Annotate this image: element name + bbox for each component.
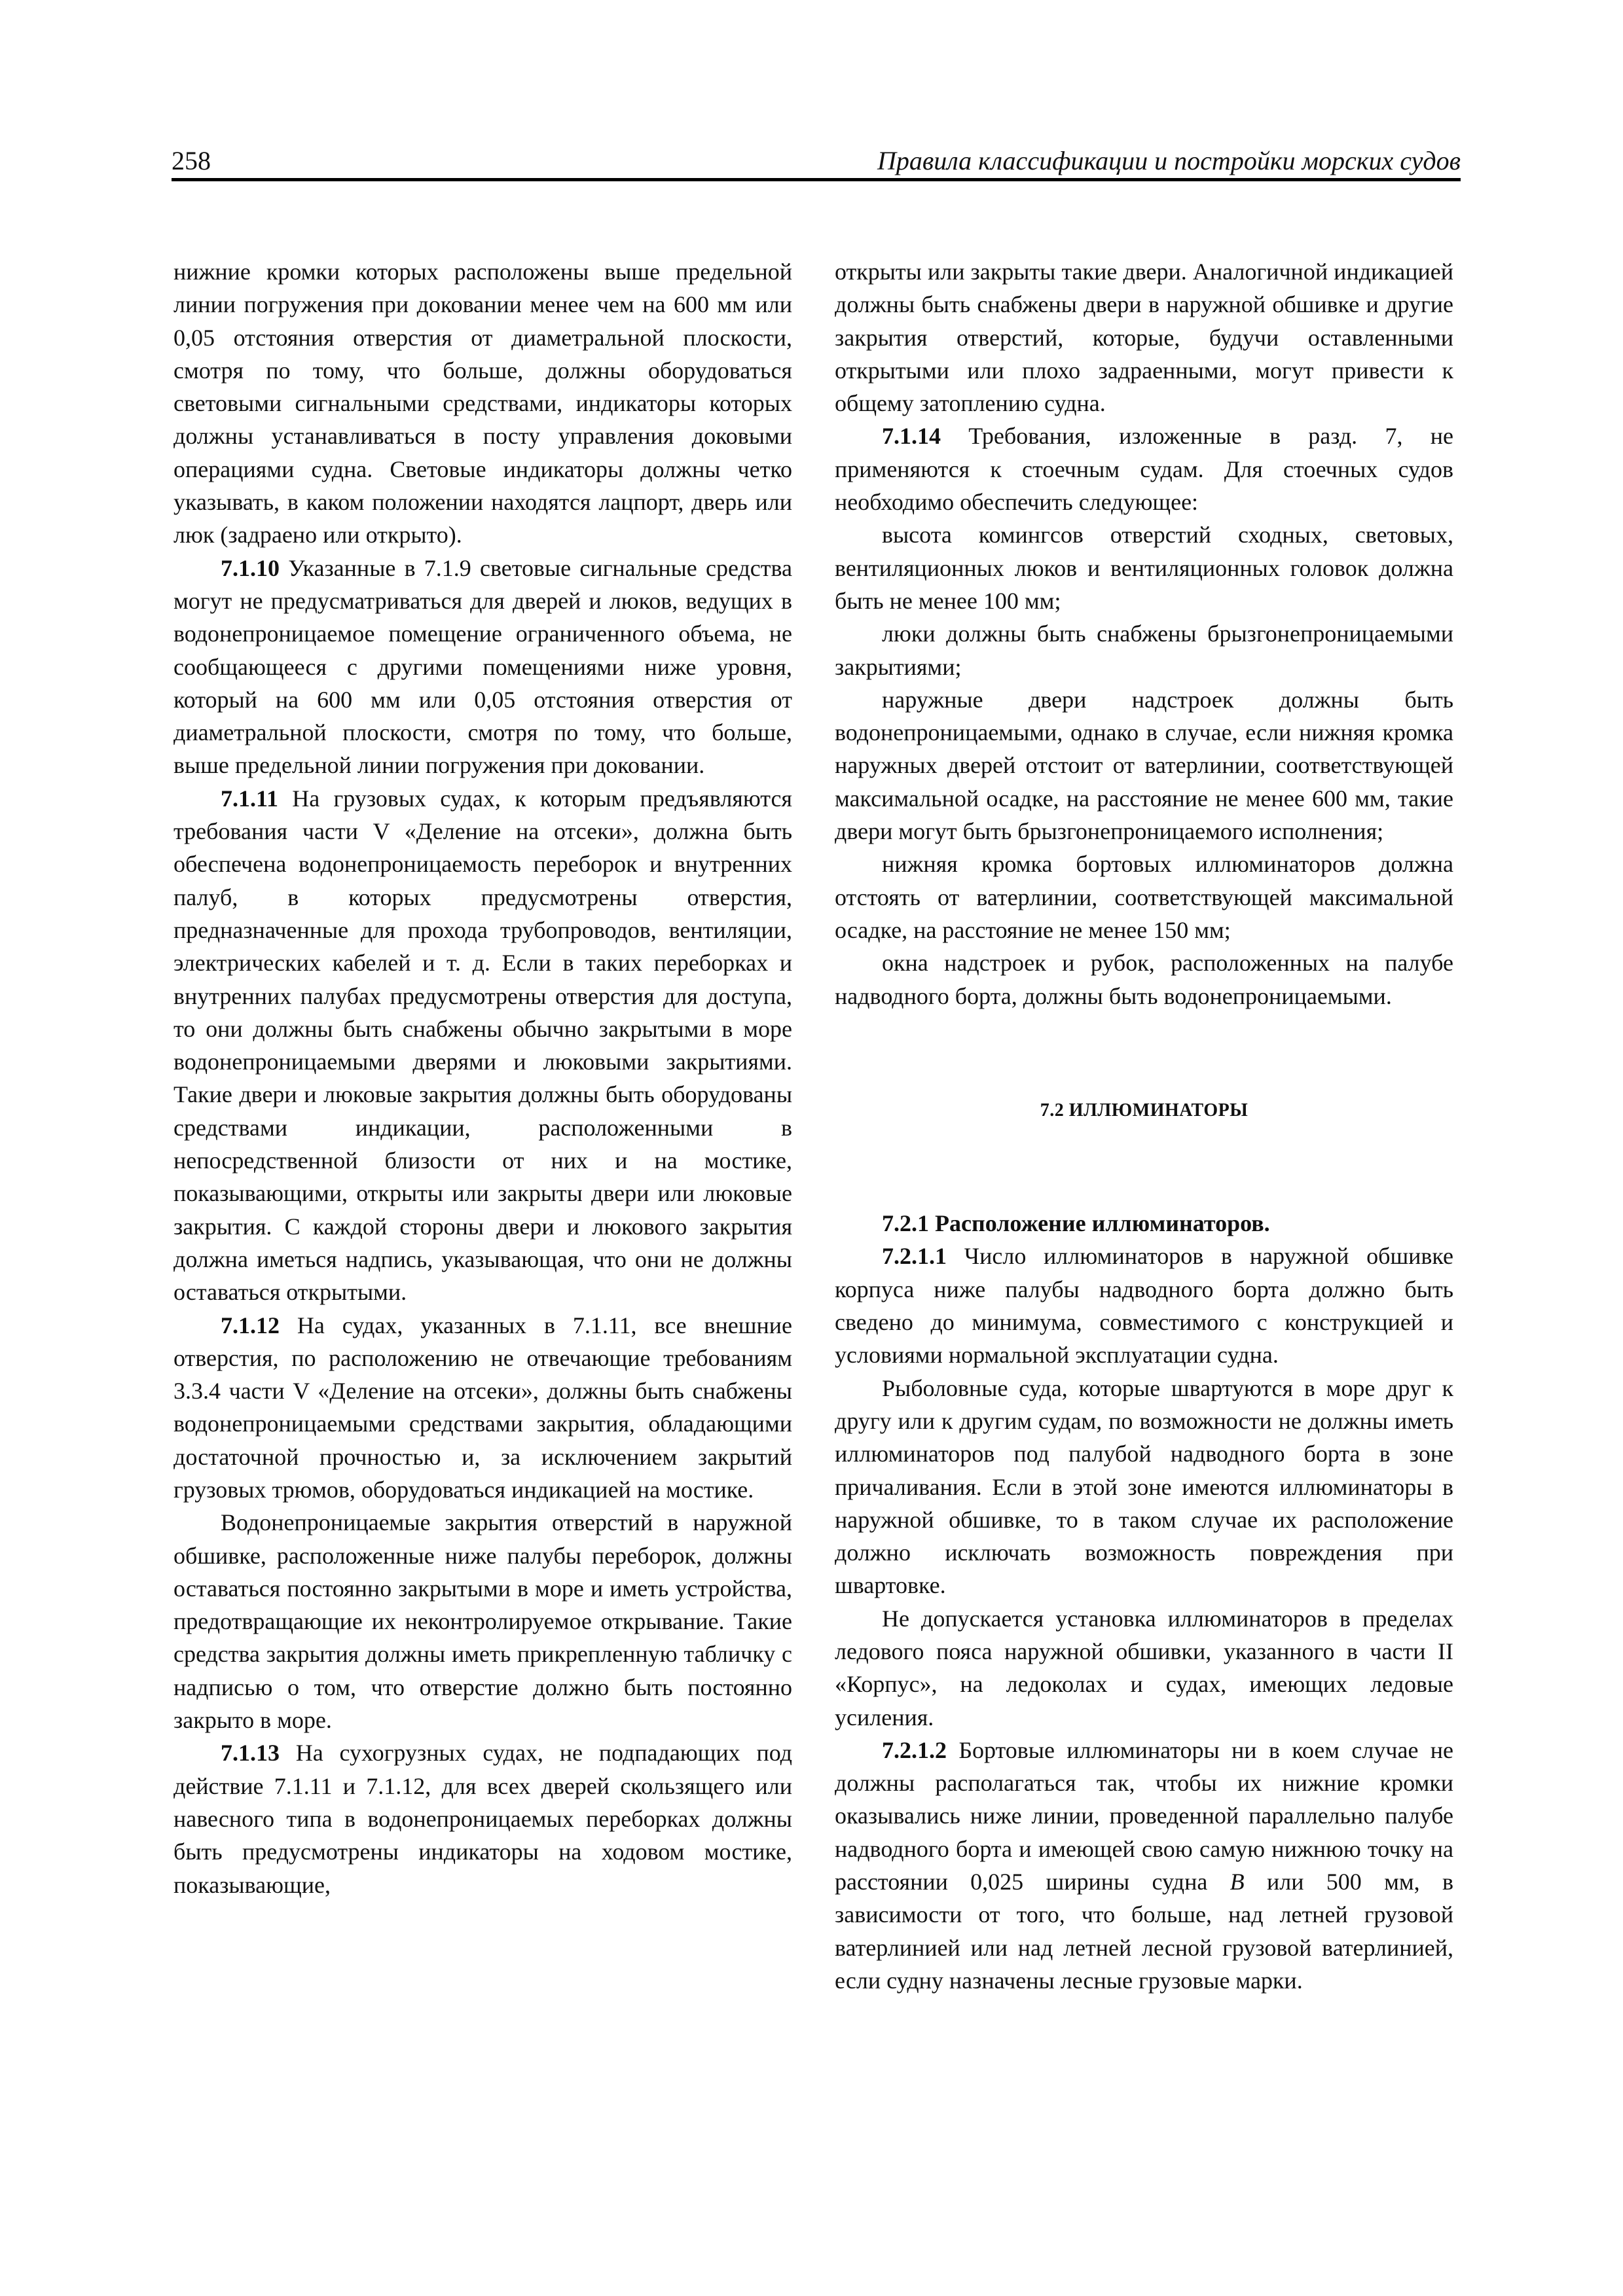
paragraph-text: На судах, указанных в 7.1.11, все внешние отверстия, по расположению не отвечающие требованиям 3.3.4 части V «Деление на отсеки», должны быть снабжены водонепроницаемыми средствами закрытия, обладающими достаточной прочностью и, за исключением закрытий грузовых трюмов, оборудоваться индикацией на мостике. xyxy=(173,1312,792,1503)
paragraph xyxy=(173,552,792,782)
clause-number: 7.1.11 xyxy=(221,785,279,812)
paragraph xyxy=(173,1309,792,1507)
paragraph-text: или 500 мм, в зависимости от того, что больше, над летней грузовой ватерлинией или над летней лесной грузовой ватерлинией, если судну назначены лесные грузовые марки. xyxy=(835,1869,1453,1994)
paragraph: нижние кромки которых расположены выше предельной линии погружения при доковании менее чем на 600 мм или 0,05 отстояния отверстия от диаметральной плоскости, смотря по тому, что больше, должны оборудоваться световыми сигнальными средствами, индикаторы которых должны устанавливаться в посту управления доковыми операциями судна. Световые индикаторы должны четко указывать, в каком положении находятся лацпорт, дверь или люк (задраено или открыто). xyxy=(173,259,792,548)
list-item: высота комингсов отверстий сходных, световых, вентиляционных люков и вентиляционных головок должна быть не менее 100 мм; xyxy=(835,522,1453,614)
paragraph: Не допускается установка иллюминаторов в пределах ледового пояса наружной обшивки, указанного в части II «Корпус», на ледоколах и судах, имеющих ледовые усиления. xyxy=(835,1605,1453,1731)
paragraph-text: На грузовых судах, к которым предъявляются требования части V «Деление на отсеки», должна быть обеспечена водонепроницаемость переборок и внутренних палуб, в которых предусмотрены отверстия, предназначенные для прохода трубопроводов, вентиляции, электрических кабелей и т. д. Если в таких переборках и внутренних палубах предусмотрены отверстия для доступа, то они должны быть снабжены обычно закрытыми в море водонепроницаемыми дверями и люковыми закрытиями. Такие двери и люковые закрытия должны быть оборудованы средствами индикации, расположенными в непосредственной близости от них и на мостике, показывающими, открыты или закрыты двери или люковые закрытия. С каждой стороны двери и люкового закрытия должна иметься надпись, указывающая, что они не должны оставаться открытыми. xyxy=(173,785,792,1306)
paragraph xyxy=(835,420,1453,518)
clause-number: 7.1.14 xyxy=(882,423,941,450)
left-column xyxy=(173,255,792,1901)
clause-number: 7.2.1.1 xyxy=(882,1243,947,1270)
right-column xyxy=(835,255,1453,1997)
clause-number: 7.1.10 xyxy=(221,554,280,581)
paragraph-text: На сухогрузных судах, не подпадающих под действие 7.1.11 и 7.1.12, для всех дверей скользящего или навесного типа в водонепроницаемых переборках должны быть предусмотрены индикаторы на ходовом мостике, показывающие, xyxy=(173,1740,792,1898)
running-title: Правила классификации и постройки морских судов xyxy=(877,146,1461,175)
clause-number: 7.1.12 xyxy=(221,1312,280,1338)
paragraph xyxy=(173,782,792,1309)
header-rule xyxy=(172,178,1461,181)
paragraph: Рыболовные суда, которые швартуются в море друг к другу или к другим судам, по возможности не должны иметь иллюминаторов под палубой надводного борта в зоне причаливания. Если в этой зоне имеются иллюминаторы в наружной обшивке, то в таком случае их расположение должно исключать возможность повреждения при швартовке. xyxy=(835,1374,1453,1599)
symbol-b: B xyxy=(1230,1869,1245,1895)
paragraph xyxy=(173,1736,792,1901)
clause-number: 7.1.13 xyxy=(221,1740,280,1767)
paragraph: Водонепроницаемые закрытия отверстий в наружной обшивке, расположенные ниже палубы переборок, должны оставаться постоянно закрытыми в море и иметь устройства, предотвращающие их неконтролируемое открывание. Такие средства закрытия должны иметь прикрепленную табличку с надписью о том, что отверстие должно быть постоянно закрыто в море. xyxy=(173,1509,792,1734)
paragraph: открыты или закрыты такие двери. Аналогичной индикацией должны быть снабжены двери в наружной обшивке и другие закрытия отверстий, которые, будучи оставленными открытыми или плохо задраенными, могут привести к общему затоплению судна. xyxy=(835,259,1453,417)
list-item: окна надстроек и рубок, расположенных на палубе надводного борта, должны быть водонепроницаемыми. xyxy=(835,950,1453,1009)
clause-number: 7.2.1.2 xyxy=(882,1736,947,1763)
section-title: 7.2 ИЛЛЮМИНАТОРЫ xyxy=(1040,1100,1249,1121)
paragraph-text: Требования, изложенные в разд. 7, не применяются к стоечным судам. Для стоечных судов необходимо обеспечить следующее: xyxy=(835,423,1453,516)
paragraph-text: Указанные в 7.1.9 световые сигнальные средства могут не предусматриваться для дверей и люков, ведущих в водонепроницаемое помещение ограниченного объема, не сообщающееся с другими помещениями ниже уровня, который на 600 мм или 0,05 отстояния отверстия от диаметральной плоскости, смотря по тому, что больше, выше предельной линии погружения при доковании. xyxy=(173,554,792,779)
paragraph xyxy=(835,1734,1453,1997)
list-item: люки должны быть снабжены брызгонепроницаемыми закрытиями; xyxy=(835,620,1453,680)
page-number: 258 xyxy=(172,146,211,175)
list-item: наружные двери надстроек должны быть водонепроницаемыми, однако в случае, если нижняя кромка наружных дверей отстоит от ватерлинии, соответствующей максимальной осадке, на расстояние не менее 600 мм, такие двери могут быть брызгонепроницаемого исполнения; xyxy=(835,686,1453,845)
paragraph xyxy=(835,1240,1453,1371)
paragraph-text: Бортовые иллюминаторы ни в коем случае не должны располагаться так, чтобы их нижние кромки оказывались ниже линии, проведенной параллельно палубе надводного борта и имеющей свою самую нижнюю точку на расстоянии 0,025 ширины судна xyxy=(835,1736,1453,1895)
subsection-title: 7.2.1 Расположение иллюминаторов. xyxy=(882,1210,1270,1237)
list-item: нижняя кромка бортовых иллюминаторов должна отстоять от ватерлинии, соответствующей максимальной осадке, на расстояние не менее 150 мм; xyxy=(835,851,1453,943)
paragraph-text: Число иллюминаторов в наружной обшивке корпуса ниже палубы надводного борта должно быть сведено до минимума, совместимого с конструкцией и условиями нормальной эксплуатации судна. xyxy=(835,1243,1453,1369)
